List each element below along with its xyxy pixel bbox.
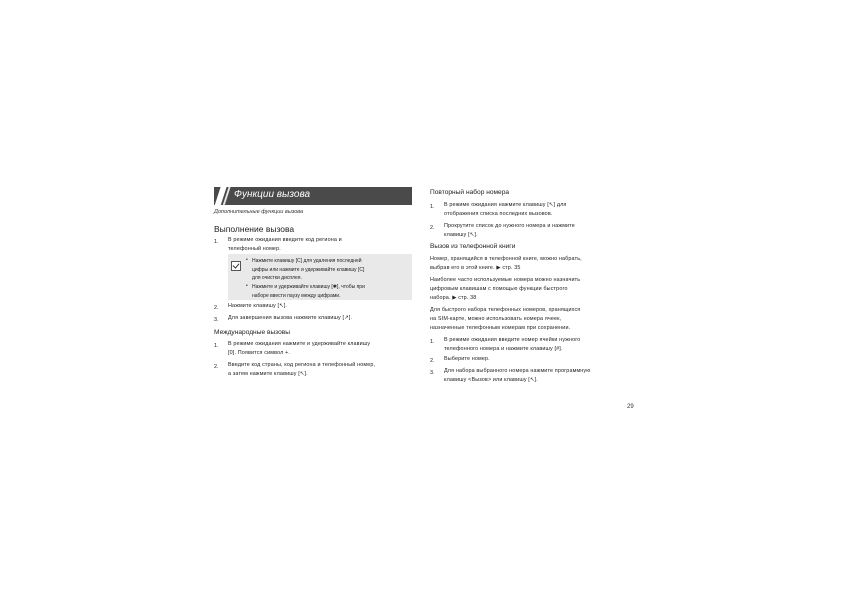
para-line: назначенные телефонным номерам при сохранении. <box>430 325 571 331</box>
step-line: клавишу [↖]. <box>444 232 478 238</box>
paragraph <box>430 255 582 273</box>
checkmark-icon <box>231 261 241 271</box>
para-line: на SIM-карте, можно использовать номера ячеек, <box>430 316 562 322</box>
step-line: а затем нажмите клавишу [↖]. <box>228 371 308 377</box>
bullet: • <box>246 257 248 263</box>
note-line: Нажмите клавишу [C] для удаления последней <box>252 258 362 264</box>
para-line: Для быстрого набора телефонных номеров, хранящихся <box>430 307 581 313</box>
note-line: наборе ввести паузу между цифрами. <box>252 292 341 299</box>
note-line: Нажмите и удерживайте клавишу [✱], чтобы при <box>252 284 365 290</box>
step-text <box>228 361 375 379</box>
step-line: Прокрутите список до нужного номера и нажмите <box>444 223 575 229</box>
step-text: Выберите номер. <box>444 356 490 362</box>
section-subtitle: Дополнительные функции вызова <box>214 209 304 215</box>
step-number: 1. <box>430 204 435 210</box>
para-line: цифровым клавишам с помощью функции быстрого <box>430 286 568 292</box>
step-line: В режиме ожидания нажмите и удерживайте клавишу <box>228 341 371 347</box>
page-number: 29 <box>627 404 634 410</box>
step-text <box>444 336 580 354</box>
heading-international-calls: Международные вызовы <box>214 329 291 336</box>
step-number: 1. <box>430 339 435 345</box>
step-text: Для завершения вызова нажмите клавишу [↗]. <box>228 315 353 321</box>
section-title: Функции вызова <box>234 189 311 200</box>
step-number: 2. <box>430 225 435 231</box>
paragraph <box>430 276 580 303</box>
heading-phonebook-call: Вызов из телефонной книги <box>430 243 516 250</box>
step-line: телефонного номера и нажмите клавишу [#]. <box>444 346 563 352</box>
step-number: 1. <box>214 239 219 245</box>
paragraph <box>430 306 580 333</box>
note-line: цифры или нажмите и удерживайте клавишу [C] <box>252 266 365 273</box>
step-line: телефонный номер. <box>228 246 281 252</box>
step-line: В режиме ожидания нажмите клавишу [↖] для <box>444 202 567 208</box>
step-line: В режиме ожидания введите номер ячейки нужного <box>444 337 581 343</box>
step-number: 2. <box>430 358 435 364</box>
step-line: В режиме ожидания введите код региона и <box>228 237 342 243</box>
heading-making-call: Выполнение вызова <box>214 224 295 234</box>
heading-redial: Повторный набор номера <box>430 189 510 196</box>
step-text <box>444 201 566 219</box>
note-line: для очистки дисплея. <box>252 275 302 281</box>
bullet: • <box>246 283 248 289</box>
para-line: Номер, хранящийся в телефонной книге, можно набрать, <box>430 256 582 262</box>
step-number: 2. <box>214 305 219 311</box>
step-text <box>444 367 590 385</box>
step-line: Для набора выбранного номера нажмите программную <box>444 368 591 374</box>
note-bullet-1 <box>252 257 410 283</box>
step-text: Нажмите клавишу [↖]. <box>228 303 288 309</box>
para-line: Наиболее часто используемые номера можно назначить <box>430 277 581 283</box>
para-line: набора. ▶ стр. 38 <box>430 295 477 301</box>
step-text <box>228 340 370 358</box>
step-number: 3. <box>214 317 219 323</box>
step-text <box>444 222 575 240</box>
para-line: выбрав его в этой книге. ▶ стр. 35 <box>430 265 521 271</box>
step-number: 3. <box>430 370 435 376</box>
step-line: клавишу <Вызов> или клавишу [↖]. <box>444 377 538 383</box>
step-text <box>228 236 342 254</box>
step-number: 2. <box>214 364 219 370</box>
step-line: Введите код страны, код региона и телефонный номер, <box>228 362 376 368</box>
section-banner <box>214 187 412 205</box>
step-number: 1. <box>214 343 219 349</box>
note-box <box>228 254 412 300</box>
step-line: [0]. Появится символ +. <box>228 350 291 356</box>
step-line: отображения списка последних вызовов. <box>444 211 553 217</box>
note-bullet-2 <box>252 283 410 300</box>
